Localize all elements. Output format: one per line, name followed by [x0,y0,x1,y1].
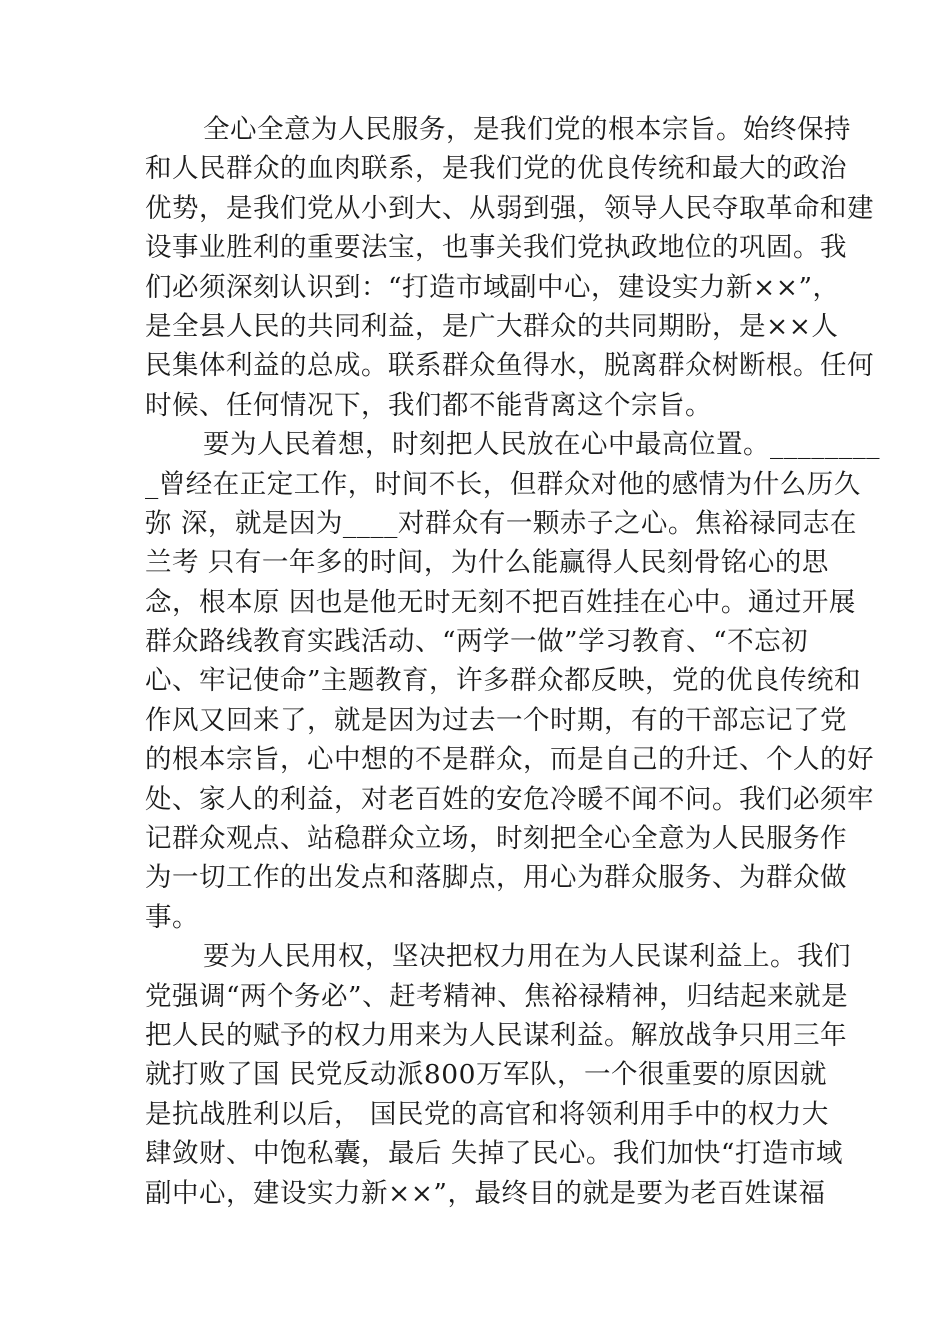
paragraph-3-line: 就打败了国 民党反动派800万军队，一个很重要的原因就 [145,1059,828,1091]
paragraph-2-line: 为一切工作的出发点和落脚点，用心为群众服务、为群众做 [145,862,847,894]
paragraph-2-line: 事。 [145,901,199,933]
paragraph-1-line: 和人民群众的血肉联系，是我们党的优良传统和最大的政治 [145,153,847,185]
paragraph-3-line: 是抗战胜利以后， 国民党的高官和将领利用手中的权力大 [145,1098,829,1130]
paragraph-1-line: 时候、任何情况下，我们都不能背离这个宗旨。 [145,389,712,421]
paragraph-2-line: 作风又回来了，就是因为过去一个时期，有的干部忘记了党 [145,704,847,736]
paragraph-1-line: 是全县人民的共同利益，是广大群众的共同期盼，是××人 [145,310,839,342]
paragraph-3-line: 肆敛财、中饱私囊，最后 失掉了民心。我们加快“打造市域 [145,1138,843,1170]
paragraph-3-line: 把人民的赋予的权力用来为人民谋利益。解放战争只用三年 [145,1019,847,1051]
paragraph-1-line: 优势，是我们党从小到大、从弱到强，领导人民夺取革命和建 [145,192,874,224]
paragraph-1-line: 们必须深刻认识到：“打造市域副中心，建设实力新××”， [145,271,840,303]
paragraph-2-line: 念，根本原 因也是他无时无刻不把百姓挂在心中。通过开展 [145,586,856,618]
paragraph-1-line: 设事业胜利的重要法宝，也事关我们党执政地位的巩固。我 [145,232,847,264]
paragraph-2-line: 的根本宗旨，心中想的不是群众，而是自己的升迁、个人的好 [145,744,874,776]
paragraph-1-line: 民集体利益的总成。联系群众鱼得水，脱离群众树断根。任何 [145,350,874,382]
paragraph-2-line: _曾经在正定工作，时间不长，但群众对他的感情为什么历久 [145,468,861,500]
paragraph-2-line: 记群众观点、站稳群众立场，时刻把全心全意为人民服务作 [145,823,847,855]
paragraph-2-line: 要为人民着想，时刻把人民放在心中最高位置。________ [203,429,880,461]
paragraph-2-line: 兰考 只有一年多的时间，为什么能赢得人民刻骨铭心的思 [145,547,829,579]
body-text [145,110,880,1213]
paragraph-1-line: 全心全意为人民服务，是我们党的根本宗旨。始终保持 [203,114,851,145]
paragraph-3-line: 要为人民用权，坚决把权力用在为人民谋利益上。我们 [203,941,851,973]
paragraph-2-line: 群众路线教育实践活动、“两学一做”学习教育、“不忘初 [145,626,809,658]
paragraph-2-line: 心、牢记使命”主题教育，许多群众都反映，党的优良传统和 [145,665,862,697]
paragraph-2-line: 处、家人的利益，对老百姓的安危冷暖不闻不问。我们必须牢 [145,783,874,815]
paragraph-3-line: 党强调“两个务必”、赶考精神、焦裕禄精神，归结起来就是 [145,980,849,1012]
paragraph-2-line: 弥 深，就是因为____对群众有一颗赤子之心。焦裕禄同志在 [145,507,857,539]
paragraph-3-line: 副中心，建设实力新××”，最终目的就是要为老百姓谋福 [145,1177,826,1209]
